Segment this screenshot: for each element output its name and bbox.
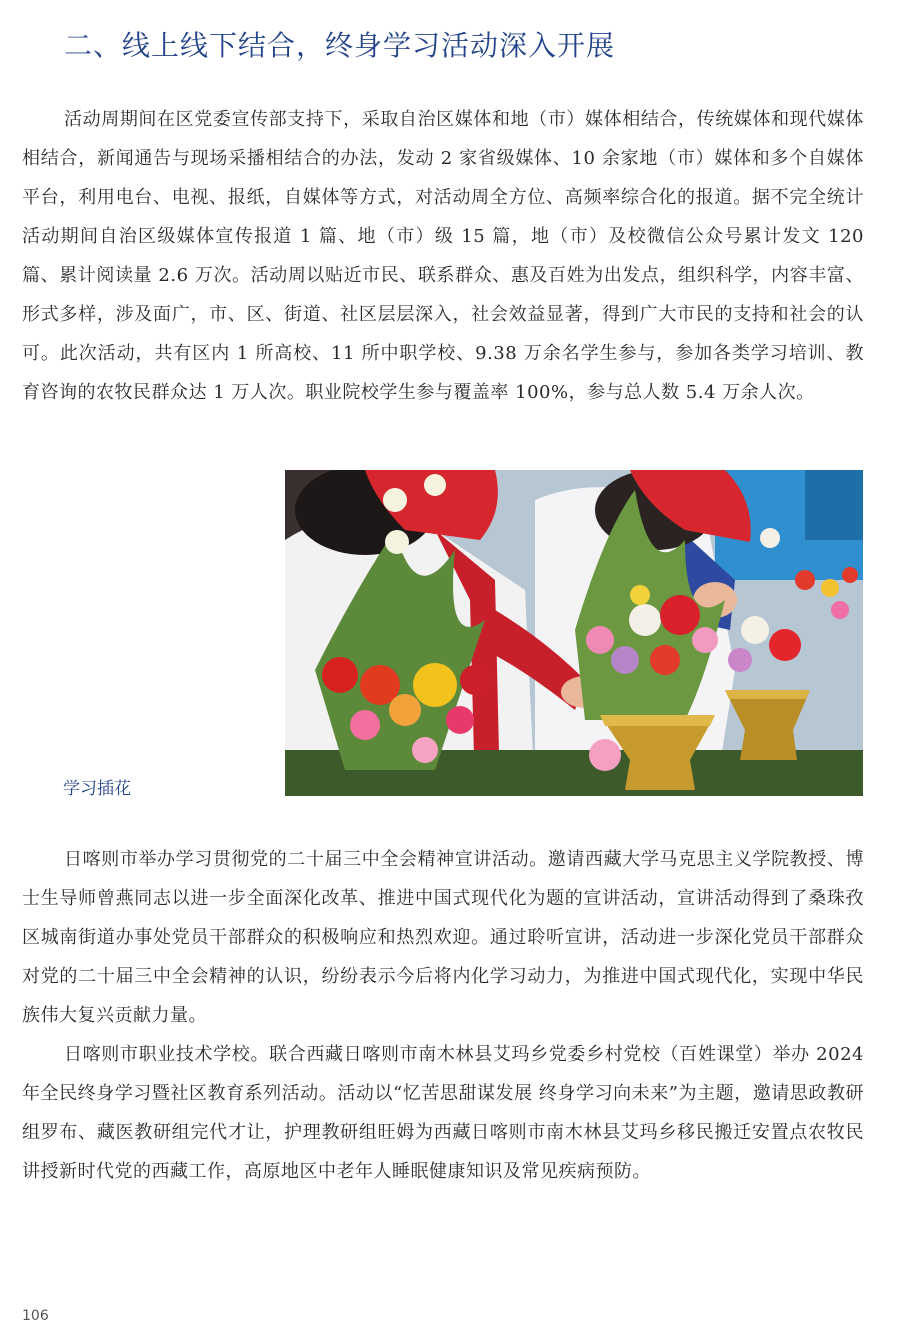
page-number: 106 xyxy=(22,1308,49,1324)
photo-caption: 学习插花 xyxy=(63,779,131,799)
paragraph-media-coverage: 活动周期间在区党委宣传部支持下，采取自治区媒体和地（市）媒体相结合，传统媒体和现代媒体相结合，新闻通告与现场采播相结合的办法，发动 2 家省级媒体、10 余家地（市）媒体和多个自媒体平台，利用电台、电视、报纸，自媒体等方式，对活动周全方位、高频率综合化的报道。据不完全统计活动期间自治区级媒体宣传报道 1 篇、地（市）级 15 篇，地（市）及校微信公众号累计发文 120 篇、累计阅读量 2.6 万次。活动周以贴近市民、联系群众、惠及百姓为出发点，组织科学，内容丰富、形式多样，涉及面广，市、区、街道、社区层层深入，社会效益显著，得到广大市民的支持和社会的认可。此次活动，共有区内 1 所高校、11 所中职学校、9.38 万余名学生参与，参加各类学习培训、教育咨询的农牧民群众达 1 万人次。职业院校学生参与覆盖率 100%，参与总人数 5.4 万余人次。 xyxy=(22,109,864,403)
paragraph-lecture-activity: 日喀则市举办学习贯彻党的二十届三中全会精神宣讲活动。邀请西藏大学马克思主义学院教授、博士生导师曾燕同志以进一步全面深化改革、推进中国式现代化为题的宣讲活动，宣讲活动得到了桑珠孜区城南街道办事处党员干部群众的积极响应和热烈欢迎。通过聆听宣讲，活动进一步深化党员干部群众对党的二十届三中全会精神的认识，纷纷表示今后将内化学习动力，为推进中国式现代化，实现中华民族伟大复兴贡献力量。 xyxy=(22,849,864,1026)
section-title: 二、线上线下结合，终身学习活动深入开展 xyxy=(64,29,616,62)
flower-arranging-photo xyxy=(285,470,863,796)
paragraph-vocational-school: 日喀则市职业技术学校。联合西藏日喀则市南木林县艾玛乡党委乡村党校（百姓课堂）举办 2024 年全民终身学习暨社区教育系列活动。活动以“忆苦思甜谋发展 终身学习向未来”为主题，邀请思政教研组罗布、藏医教研组完代才让，护理教研组旺姆为西藏日喀则市南木林县艾玛乡移民搬迁安置点农牧民讲授新时代党的西藏工作，高原地区中老年人睡眠健康知识及常见疾病预防。 xyxy=(22,1044,864,1182)
